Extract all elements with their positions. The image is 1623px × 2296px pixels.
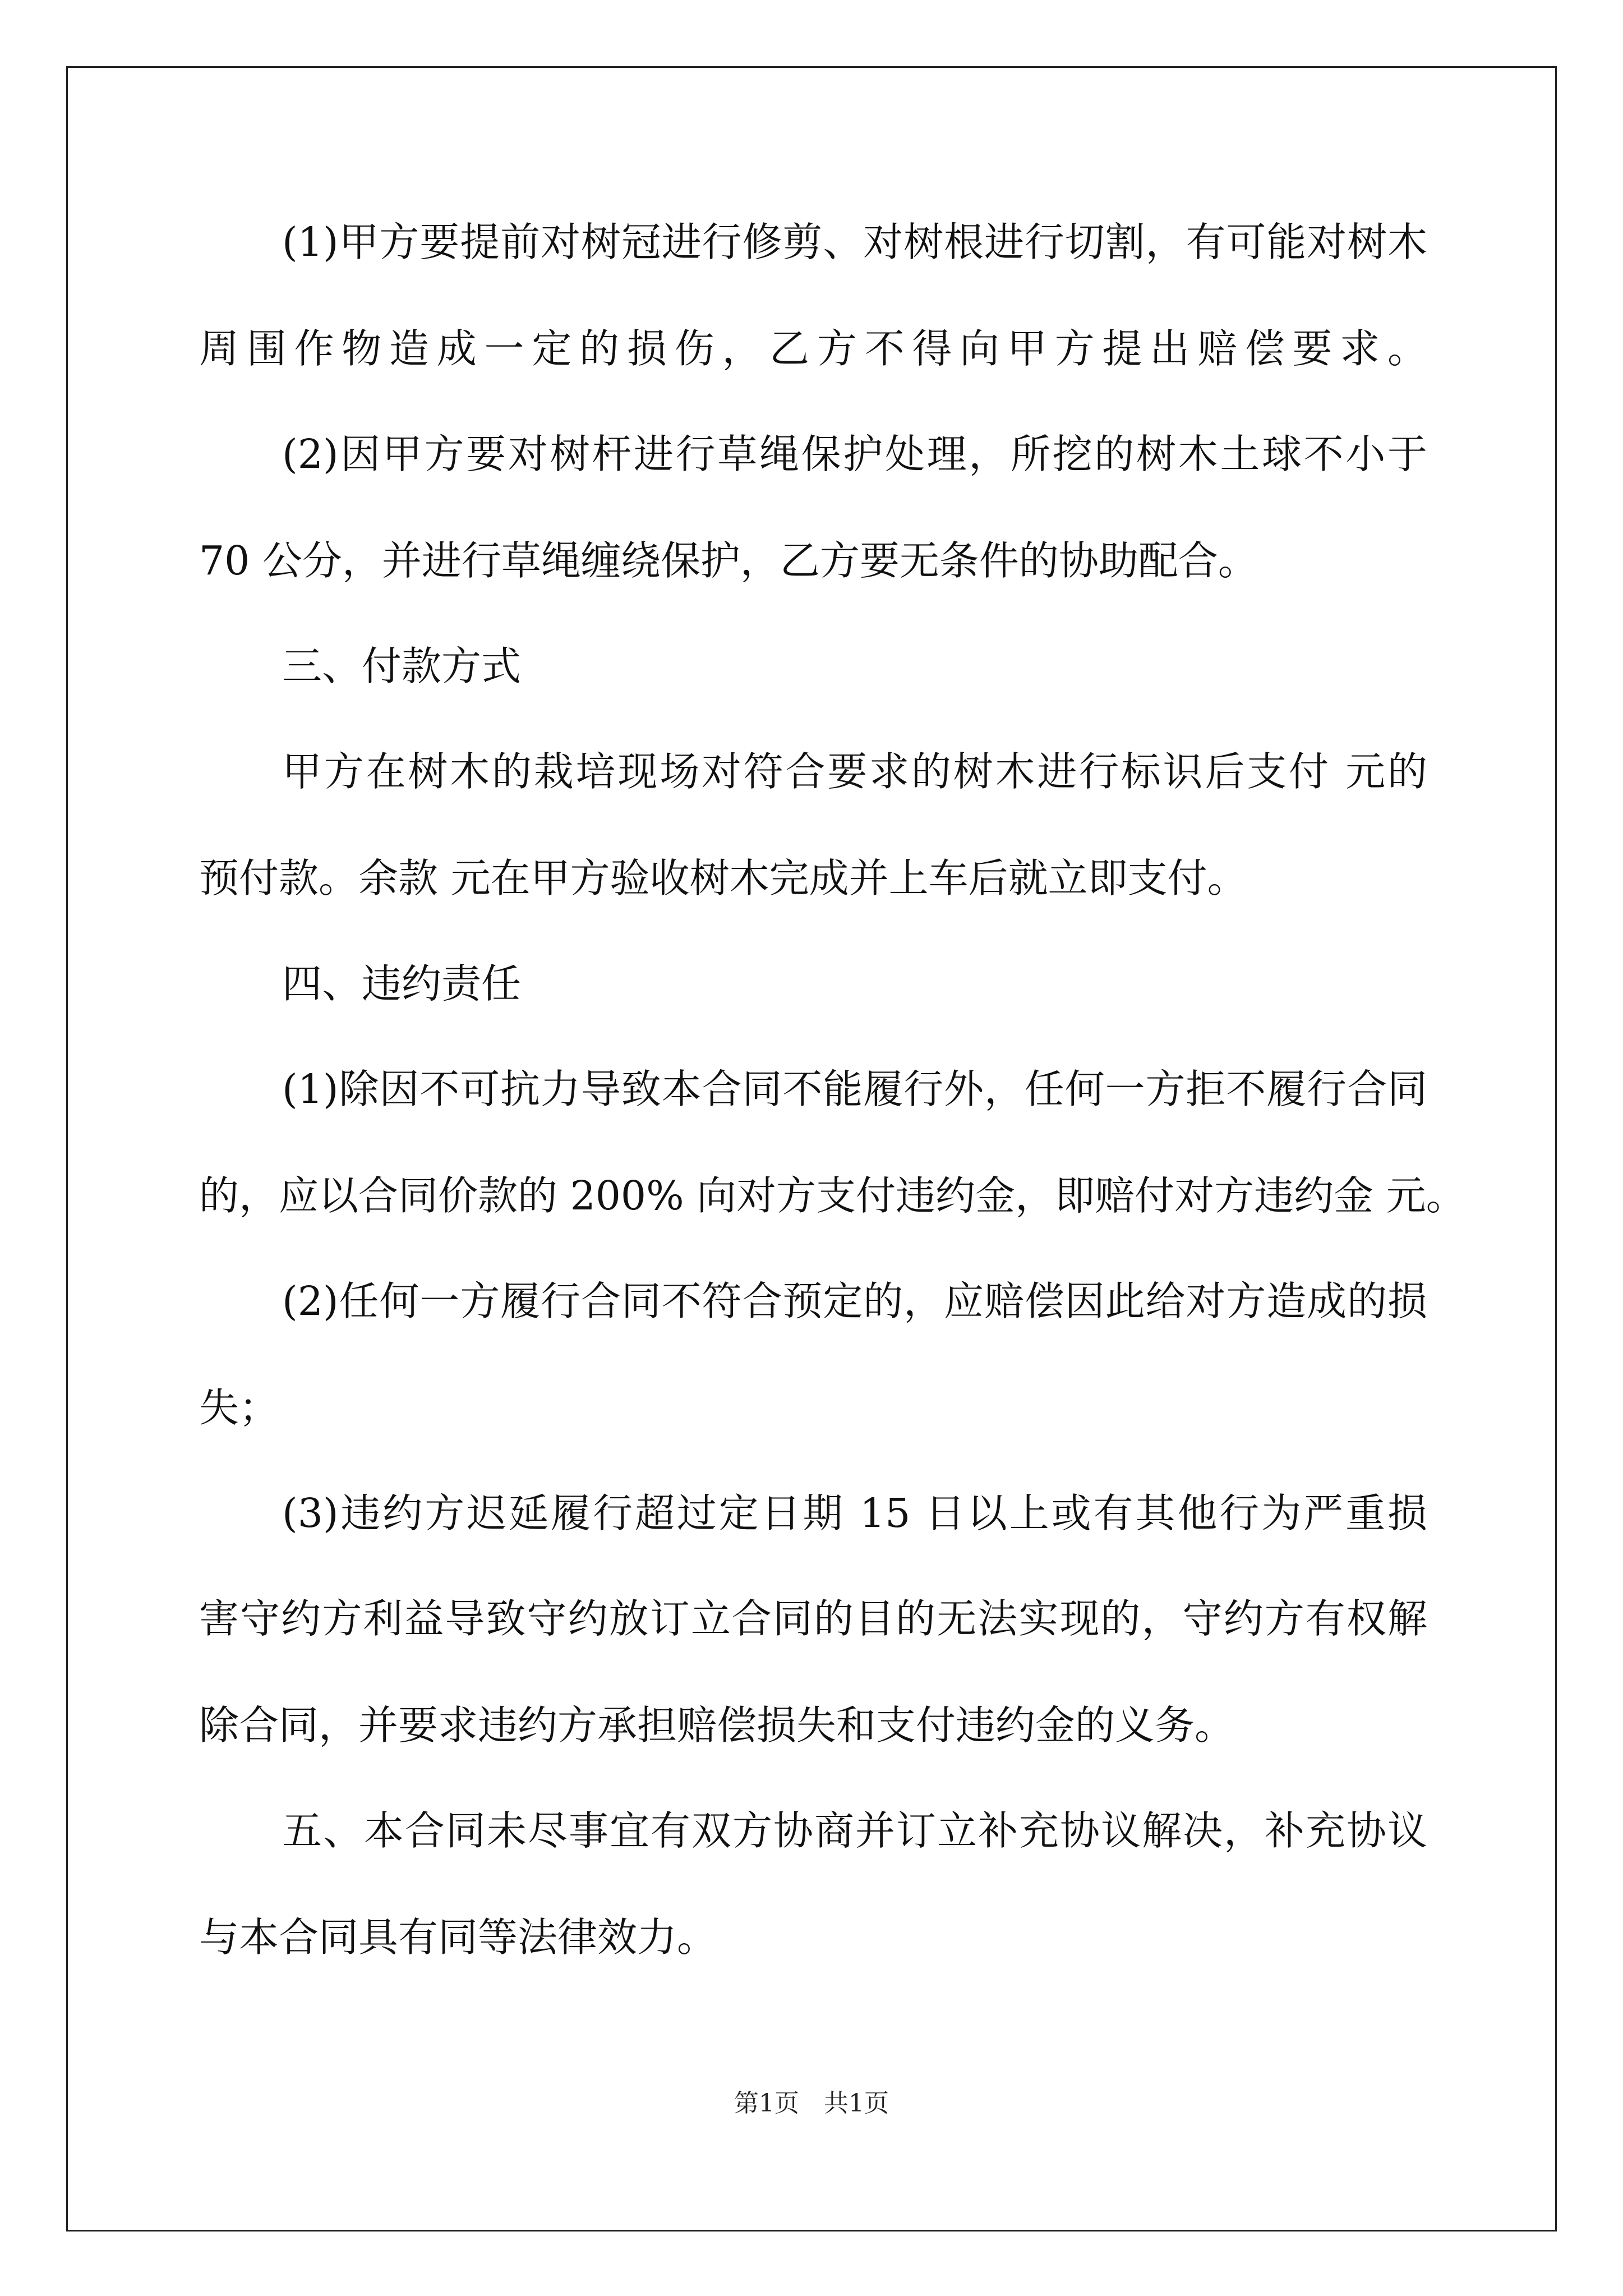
- page-number: 第1页 共1页: [734, 2089, 889, 2118]
- text-line: (3)违约方迟延履行超过定日期 15 日以上或有其他行为严重损: [282, 1490, 1427, 1536]
- text-line: (2)任何一方履行合同不符合预定的，应赔偿因此给对方造成的损: [282, 1278, 1427, 1324]
- text-line: 害守约方利益导致守约放订立合同的目的无法实现的，守约方有权解: [199, 1595, 1427, 1642]
- text-line: (1)除因不可抗力导致本合同不能履行外，任何一方拒不履行合同: [282, 1066, 1427, 1112]
- text-line: (2)因甲方要对树杆进行草绳保护处理，所挖的树木土球不小于: [282, 431, 1427, 477]
- section-heading: 四、违约责任: [282, 960, 522, 1007]
- text-line: 预付款。余款 元在甲方验收树木完成并上车后就立即支付。: [199, 855, 1247, 901]
- text-line: (1)甲方要提前对树冠进行修剪、对树根进行切割，有可能对树木: [282, 219, 1427, 265]
- page-border: [66, 66, 1557, 2231]
- text-line: 失；: [199, 1384, 279, 1431]
- text-line: 周围作物造成一定的损伤，乙方不得向甲方提出赔偿要求。: [199, 325, 1427, 372]
- text-line: 70 公分，并进行草绳缠绕保护，乙方要无条件的协助配合。: [199, 537, 1258, 584]
- text-line: 除合同，并要求违约方承担赔偿损失和支付违约金的义务。: [199, 1702, 1235, 1749]
- section-heading: 五、本合同未尽事宜有双方协商并订立补充协议解决，补充协议: [282, 1807, 1427, 1854]
- text-line: 的，应以合同价款的 200% 向对方支付违约金，即赔付对方违约金 元。: [199, 1172, 1466, 1219]
- text-line: 与本合同具有同等法律效力。: [199, 1914, 717, 1961]
- text-line: 甲方在树木的栽培现场对符合要求的树木进行标识后支付 元的: [282, 748, 1427, 795]
- section-heading: 三、付款方式: [282, 643, 522, 689]
